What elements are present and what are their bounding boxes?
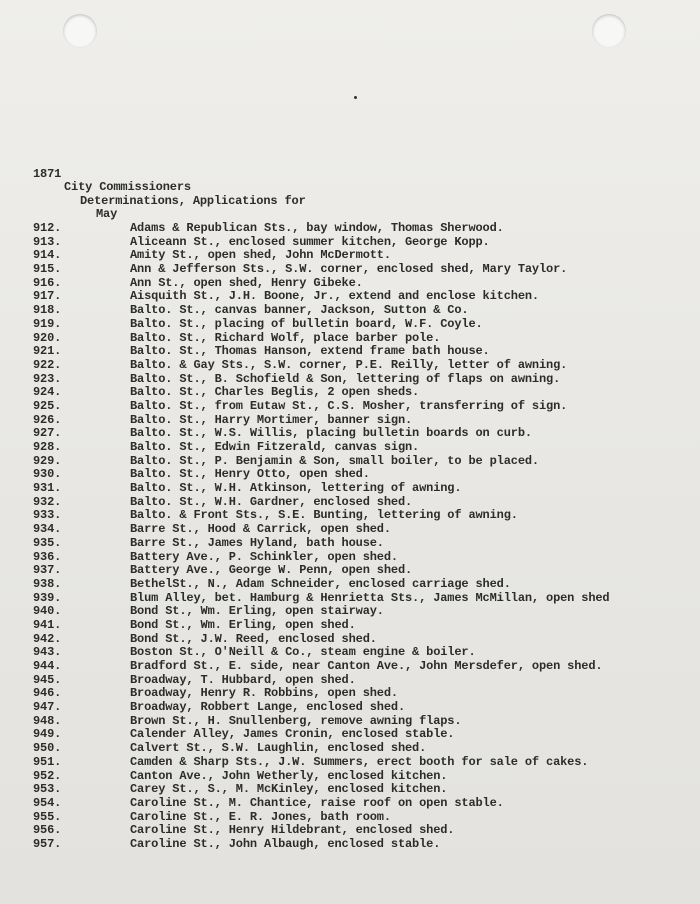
entry-number: 926. <box>33 412 62 427</box>
entry-row <box>0 467 700 481</box>
subject-heading: Determinations, Applications for <box>80 194 306 208</box>
entry-row <box>0 769 700 783</box>
entry-text: Carey St., S., M. McKinley, enclosed kitchen. <box>130 782 448 797</box>
entry-text: Barre St., James Hyland, bath house. <box>130 535 384 550</box>
entry-text: Bond St., Wm. Erling, open stairway. <box>130 604 384 619</box>
entry-text: Caroline St., Henry Hildebrant, enclosed shed. <box>130 823 455 838</box>
entry-text: Balto. St., Harry Mortimer, banner sign. <box>130 412 413 427</box>
entry-text: Battery Ave., P. Schinkler, open shed. <box>130 549 398 564</box>
entry-number: 930. <box>33 467 62 482</box>
entry-text: Battery Ave., George W. Penn, open shed. <box>130 563 413 578</box>
entry-text: Bradford St., E. side, near Canton Ave., John Mersdefer, open shed. <box>130 659 603 673</box>
entry-number: 921. <box>33 344 62 359</box>
entry-number: 943. <box>33 645 62 660</box>
entry-text: Broadway, T. Hubbard, open shed. <box>130 672 356 687</box>
punch-hole-right <box>592 14 626 48</box>
entry-row <box>0 686 700 700</box>
entry-row <box>0 358 700 372</box>
entry-text: Balto. St., placing of bulletin board, W.F. Coyle. <box>130 316 483 331</box>
entry-row <box>0 823 700 837</box>
entry-row <box>0 426 700 440</box>
entry-text: Balto. St., W.H. Atkinson, lettering of awning. <box>130 481 462 496</box>
entry-number: 941. <box>33 617 62 632</box>
entry-text: Aliceann St., enclosed summer kitchen, George Kopp. <box>130 234 490 249</box>
entry-number: 912. <box>33 221 62 235</box>
entry-row <box>0 276 700 290</box>
entry-number: 936. <box>33 549 62 564</box>
entry-number: 952. <box>33 768 62 783</box>
entry-text: Balto. St., from Eutaw St., C.S. Mosher, transferring of sign. <box>130 398 568 413</box>
entry-text: Bond St., Wm. Erling, open shed. <box>130 617 356 632</box>
entry-row <box>0 508 700 522</box>
entry-row <box>0 344 700 358</box>
entry-number: 918. <box>33 303 62 318</box>
entry-number: 922. <box>33 357 62 372</box>
entry-number: 938. <box>33 576 62 591</box>
entry-text: Caroline St., M. Chantice, raise roof on open stable. <box>130 795 504 810</box>
entry-row <box>0 755 700 769</box>
entry-row <box>0 659 700 673</box>
entry-number: 917. <box>33 289 62 304</box>
entry-number: 928. <box>33 440 62 454</box>
entry-row <box>0 248 700 262</box>
entry-number: 951. <box>33 754 62 769</box>
entry-text: Balto. & Front Sts., S.E. Bunting, lettering of awning. <box>130 508 518 523</box>
entry-number: 955. <box>33 809 62 824</box>
entry-row <box>0 317 700 331</box>
entry-row <box>0 618 700 632</box>
entry-text: Balto. St., canvas banner, Jackson, Sutton & Co. <box>130 303 469 318</box>
entry-number: 940. <box>33 604 62 619</box>
department-heading: City Commissioners <box>64 180 191 194</box>
entry-number: 929. <box>33 453 62 468</box>
entry-row <box>0 604 700 618</box>
entry-row <box>0 372 700 386</box>
entry-row <box>0 481 700 495</box>
year-heading: 1871 <box>33 167 62 181</box>
entry-number: 932. <box>33 494 62 509</box>
entry-number: 937. <box>33 563 62 578</box>
entry-row <box>0 495 700 509</box>
month-heading: May <box>96 207 118 221</box>
entry-text: Canton Ave., John Wetherly, enclosed kitchen. <box>130 768 448 783</box>
entry-row <box>0 536 700 550</box>
entry-number: 919. <box>33 316 62 331</box>
entry-number: 957. <box>33 836 62 851</box>
entry-text: Adams & Republican Sts., bay window, Thomas Sherwood. <box>130 221 504 235</box>
entry-number: 935. <box>33 535 62 550</box>
entry-number: 939. <box>33 590 62 605</box>
entry-number: 920. <box>33 330 62 345</box>
entry-row <box>0 385 700 399</box>
entry-number: 954. <box>33 795 62 810</box>
entry-number: 914. <box>33 248 62 263</box>
entry-text: Balto. St., W.H. Gardner, enclosed shed. <box>130 494 413 509</box>
entry-row <box>0 221 700 235</box>
entry-text: Boston St., O'Neill & Co., steam engine & boiler. <box>130 645 476 660</box>
entry-text: Caroline St., E. R. Jones, bath room. <box>130 809 391 824</box>
entry-row <box>0 727 700 741</box>
entry-text: Ann & Jefferson Sts., S.W. corner, enclosed shed, Mary Taylor. <box>130 262 568 277</box>
entry-number: 916. <box>33 275 62 290</box>
entry-row <box>0 331 700 345</box>
entry-text: Broadway, Robbert Lange, enclosed shed. <box>130 700 405 715</box>
entry-text: Balto. St., Henry Otto, open shed. <box>130 467 370 482</box>
entry-text: Balto. St., Thomas Hanson, extend frame bath house. <box>130 344 490 359</box>
entry-number: 924. <box>33 385 62 400</box>
entry-number: 923. <box>33 371 62 386</box>
entry-text: Amity St., open shed, John McDermott. <box>130 248 391 263</box>
entry-text: Balto. St., B. Schofield & Son, lettering of flaps on awning. <box>130 371 561 386</box>
entry-row <box>0 796 700 810</box>
entry-number: 946. <box>33 686 62 701</box>
entry-text: Brown St., H. Snullenberg, remove awning flaps. <box>130 713 462 728</box>
entry-row <box>0 837 700 851</box>
entry-list <box>0 221 700 851</box>
entry-row <box>0 741 700 755</box>
entry-number: 950. <box>33 741 62 756</box>
entry-number: 925. <box>33 398 62 413</box>
entry-text: BethelSt., N., Adam Schneider, enclosed carriage shed. <box>130 576 511 591</box>
entry-text: Calender Alley, James Cronin, enclosed stable. <box>130 727 455 742</box>
entry-row <box>0 522 700 536</box>
entry-number: 948. <box>33 713 62 728</box>
entry-row <box>0 303 700 317</box>
entry-text: Balto. St., Edwin Fitzerald, canvas sign. <box>130 440 420 454</box>
entry-text: Broadway, Henry R. Robbins, open shed. <box>130 686 398 701</box>
entry-number: 942. <box>33 631 62 646</box>
entry-row <box>0 645 700 659</box>
entry-text: Balto. St., Charles Beglis, 2 open sheds. <box>130 385 420 400</box>
entry-text: Blum Alley, bet. Hamburg & Henrietta Sts., James McMillan, open shed <box>130 590 610 605</box>
entry-text: Barre St., Hood & Carrick, open shed. <box>130 522 391 537</box>
entry-number: 934. <box>33 522 62 537</box>
entry-text: Balto. St., Richard Wolf, place barber pole. <box>130 330 441 345</box>
entry-row <box>0 289 700 303</box>
entry-row <box>0 700 700 714</box>
entry-text: Calvert St., S.W. Laughlin, enclosed shed. <box>130 741 427 756</box>
entry-number: 944. <box>33 659 62 673</box>
entry-number: 947. <box>33 700 62 715</box>
entry-number: 945. <box>33 672 62 687</box>
punch-hole-left <box>63 14 97 48</box>
entry-row <box>0 440 700 454</box>
entry-text: Balto. St., W.S. Willis, placing bulletin boards on curb. <box>130 426 532 441</box>
entry-row <box>0 782 700 796</box>
entry-row <box>0 810 700 824</box>
entry-row <box>0 399 700 413</box>
entry-number: 953. <box>33 782 62 797</box>
entry-row <box>0 714 700 728</box>
entry-row <box>0 235 700 249</box>
entry-text: Camden & Sharp Sts., J.W. Summers, erect booth for sale of cakes. <box>130 754 589 769</box>
entry-row <box>0 673 700 687</box>
entry-number: 956. <box>33 823 62 838</box>
entry-number: 949. <box>33 727 62 742</box>
entry-row <box>0 413 700 427</box>
entry-number: 913. <box>33 234 62 249</box>
entry-row <box>0 591 700 605</box>
entry-number: 933. <box>33 508 62 523</box>
entry-row <box>0 563 700 577</box>
entry-text: Balto. St., P. Benjamin & Son, small boiler, to be placed. <box>130 453 539 468</box>
entry-text: Caroline St., John Albaugh, enclosed stable. <box>130 836 441 851</box>
entry-row <box>0 454 700 468</box>
entry-number: 931. <box>33 481 62 496</box>
entry-number: 927. <box>33 426 62 441</box>
entry-text: Balto. & Gay Sts., S.W. corner, P.E. Reilly, letter of awning. <box>130 357 568 372</box>
entry-number: 915. <box>33 262 62 277</box>
entry-row <box>0 262 700 276</box>
ink-speck <box>354 96 357 99</box>
entry-text: Ann St., open shed, Henry Gibeke. <box>130 275 363 290</box>
entry-text: Aisquith St., J.H. Boone, Jr., extend and enclose kitchen. <box>130 289 539 304</box>
entry-text: Bond St., J.W. Reed, enclosed shed. <box>130 631 377 646</box>
entry-row <box>0 632 700 646</box>
entry-row <box>0 550 700 564</box>
entry-row <box>0 577 700 591</box>
